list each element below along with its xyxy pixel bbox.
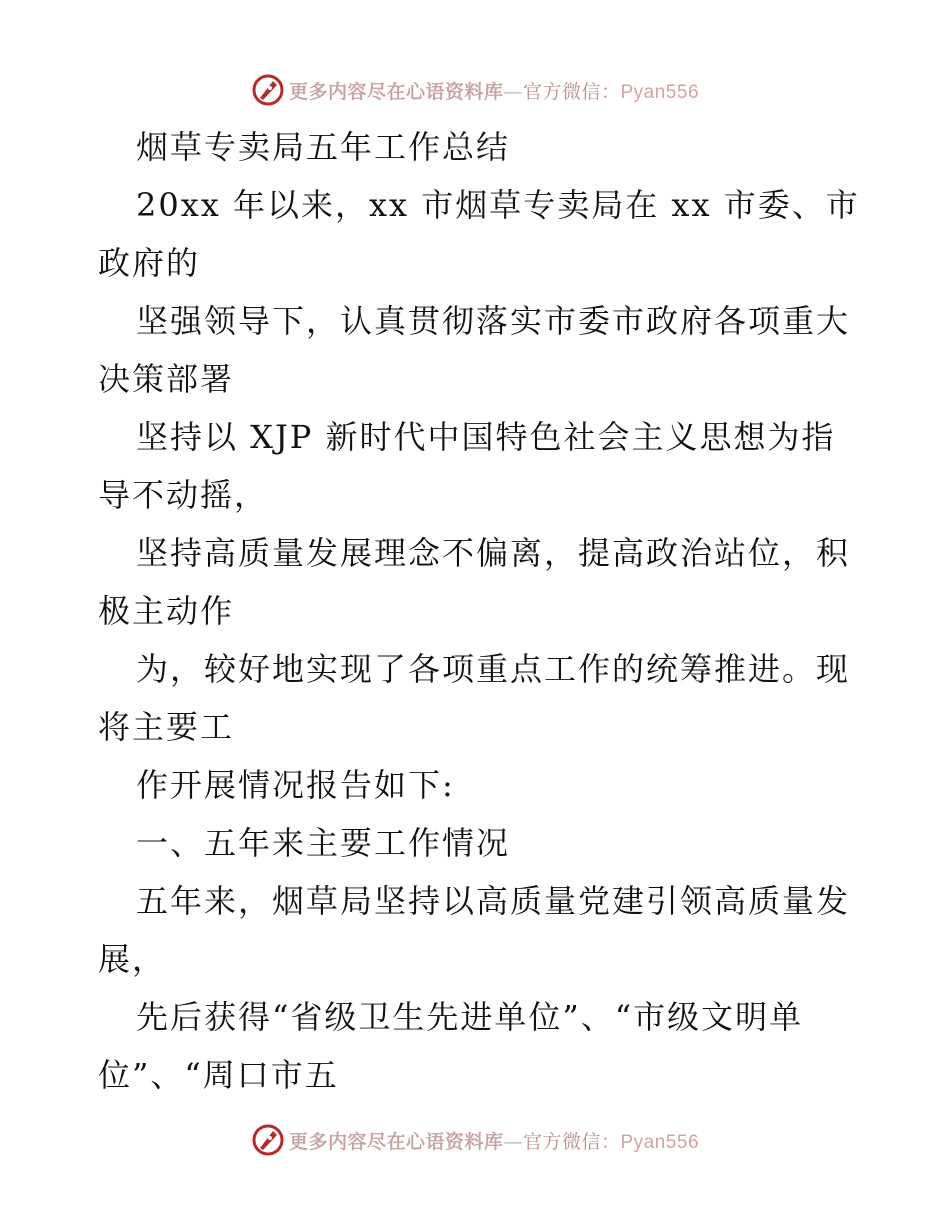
document-line: 位”、“周口市五 xyxy=(98,1056,339,1094)
watermark-brand: 更多内容尽在心语资料库 xyxy=(288,1130,504,1153)
watermark-text xyxy=(289,1127,699,1154)
document-line: 五年来，烟草局坚持以高质量党建引领高质量发 xyxy=(136,882,851,920)
document-line: 烟草专卖局五年工作总结 xyxy=(136,128,511,166)
document-line: 极主动作 xyxy=(98,592,235,630)
watermark-wechat-id: Pyan556 xyxy=(620,1131,700,1153)
pen-nib-logo-icon xyxy=(251,73,285,107)
document-line: 先后获得“省级卫生先进单位”、“市级文明单 xyxy=(136,998,804,1036)
document-line: 政府的 xyxy=(98,244,201,282)
document-line: 坚强领导下，认真贯彻落实市委市政府各项重大 xyxy=(136,302,851,340)
document-line: 决策部署 xyxy=(98,360,235,398)
document-line: 将主要工 xyxy=(98,708,235,746)
watermark-wechat-id: Pyan556 xyxy=(620,81,700,103)
document-line: 一、五年来主要工作情况 xyxy=(136,824,511,862)
document-line: 坚持以 XJP 新时代中国特色社会主义思想为指 xyxy=(136,418,836,456)
document-line: 为，较好地实现了各项重点工作的统筹推进。现 xyxy=(136,650,851,688)
pen-nib-logo-icon xyxy=(251,1123,285,1157)
watermark-wechat-label: 官方微信： xyxy=(522,1130,621,1153)
watermark-separator: — xyxy=(503,1130,523,1153)
watermark-text xyxy=(289,77,699,104)
document-line: 导不动摇， xyxy=(98,476,269,514)
document-line: 20xx 年以来，xx 市烟草专卖局在 xx 市委、市 xyxy=(136,186,860,224)
watermark-wechat-label: 官方微信： xyxy=(522,80,621,103)
watermark-separator: — xyxy=(503,80,523,103)
footer-watermark-banner xyxy=(0,1122,950,1158)
document-line: 作开展情况报告如下: xyxy=(136,766,455,804)
document-line: 展， xyxy=(98,940,167,978)
watermark-brand: 更多内容尽在心语资料库 xyxy=(288,80,504,103)
document-line: 坚持高质量发展理念不偏离，提高政治站位，积 xyxy=(136,534,851,572)
header-watermark-banner xyxy=(0,72,950,108)
document-body xyxy=(98,118,858,1104)
